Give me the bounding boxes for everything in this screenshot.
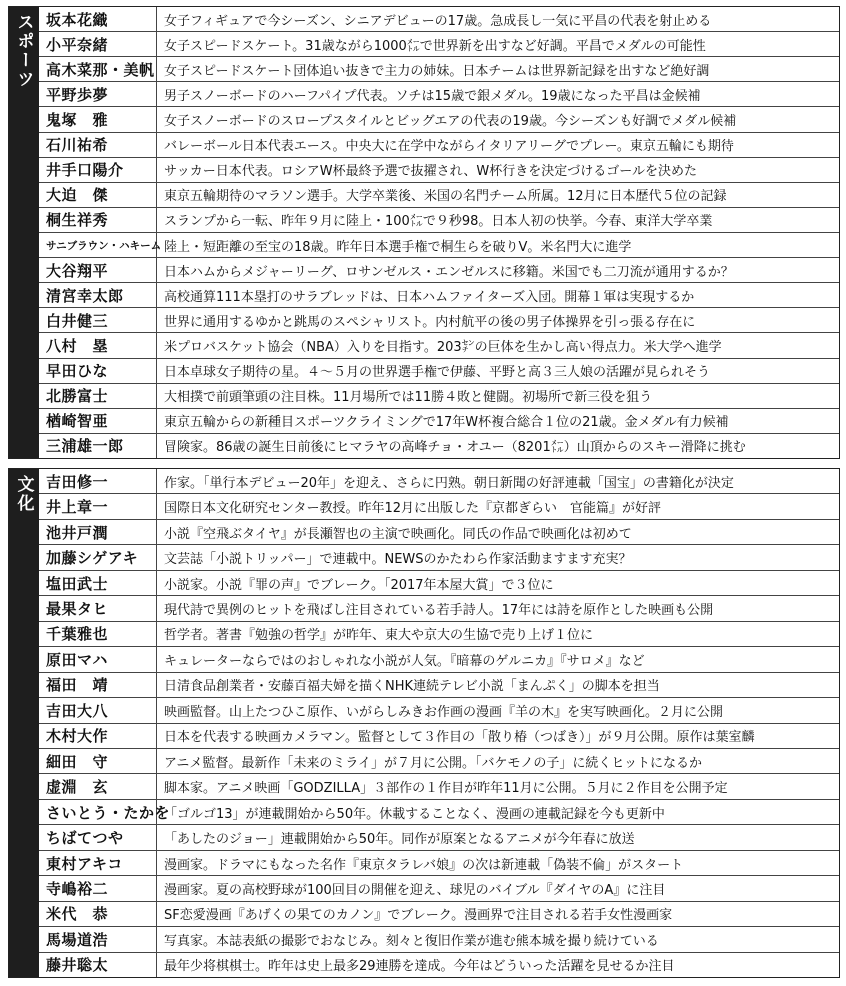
person-description: 映画監督。山上たつひこ原作、いがらしみきお作画の漫画『羊の木』を実写映画化。２月に公開 — [164, 704, 724, 720]
person-description: 米プロバスケット協会（NBA）入りを目指す。203㌢の巨体を生かし高い得点力。米大学へ進学 — [164, 339, 722, 355]
person-name: 東村アキコ — [39, 851, 157, 875]
person-description: 冒険家。86歳の誕生日前後にヒマラヤの高峰チョ・オユー（8201㍍）山頂からのスキー滑降に挑む — [164, 440, 746, 456]
person-description: 最年少将棋棋士。昨年は史上最多29連勝を達成。今年はどういった活躍を見せるか注目 — [164, 959, 675, 975]
table-row — [39, 82, 839, 107]
person-description: 男子スノーボードのハーフパイプ代表。ソチは15歳で銀メダル。19歳になった平昌は金候補 — [164, 88, 701, 104]
table-row — [39, 622, 839, 647]
table-row — [39, 158, 839, 183]
person-name: 楢崎智亜 — [39, 409, 157, 433]
section-label-bar — [9, 469, 39, 977]
person-description: 女子スピードスケート団体追い抜きで主力の姉妹。日本チームは世界新記録を出すなど絶好調 — [164, 63, 710, 79]
person-description: 女子スピードスケート。31歳ながら1000㍍で世界新を出すなど好調。平昌でメダルの可能性 — [164, 38, 706, 54]
person-description: 高校通算111本塁打のサラブレッドは、日本ハムファイターズ入団。開幕１軍は実現するか — [164, 289, 695, 305]
person-description: 東京五輪からの新種目スポーツクライミングで17年W杯複合総合１位の21歳。金メダル有力候補 — [164, 415, 729, 431]
table-row — [39, 32, 839, 57]
person-name: 吉田大八 — [39, 698, 157, 722]
person-name: 藤井聡太 — [39, 953, 157, 977]
person-description: 陸上・短距離の至宝の18歳。昨年日本選手権で桐生らを破りV。米名門大に進学 — [164, 239, 632, 255]
table-row — [39, 434, 839, 458]
person-name: 最果タヒ — [39, 596, 157, 620]
person-description: 小説『空飛ぶタイヤ』が長瀬智也の主演で映画化。同氏の作品で映画化は初めて — [164, 526, 632, 542]
person-description: 大相撲で前頭筆頭の注目株。11月場所では11勝４敗と健闘。初場所で新三役を狙う — [164, 390, 653, 406]
person-name: サニブラウン・ハキーム — [39, 233, 157, 257]
person-name: 木村大作 — [39, 724, 157, 748]
person-name: 塩田武士 — [39, 571, 157, 595]
table-row — [39, 698, 839, 723]
person-name: 高木菜那・美帆 — [39, 57, 157, 81]
person-name: 原田マハ — [39, 647, 157, 671]
table-row — [39, 359, 839, 384]
person-name: 吉田修一 — [39, 469, 157, 493]
person-name: 坂本花織 — [39, 7, 157, 31]
person-name: 白井健三 — [39, 308, 157, 332]
person-name: 八村 塁 — [39, 333, 157, 357]
person-description: 日本ハムからメジャーリーグ、ロサンゼルス・エンゼルスに移籍。米国でも二刀流が通用するか？ — [164, 264, 734, 280]
person-name: 虚淵 玄 — [39, 774, 157, 798]
culture-table — [39, 469, 839, 977]
table-row — [39, 825, 839, 850]
person-description: バレーボール日本代表エース。中央大に在学中ながらイタリアリーグでプレー。東京五輪にも期待 — [164, 139, 734, 155]
section-label: 文化 — [13, 475, 34, 513]
sports-section — [8, 6, 840, 459]
person-name: さいとう・たかを — [39, 800, 157, 824]
person-description: スランプから一転、昨年９月に陸上・100㍍で９秒98。日本人初の快挙。今春、東洋大学卒業 — [164, 214, 713, 230]
person-name: 小平奈緒 — [39, 32, 157, 56]
table-row — [39, 673, 839, 698]
person-name: 福田 靖 — [39, 673, 157, 697]
person-description: 作家。「単行本デビュー20年」を迎え、さらに円熟。朝日新聞の好評連載「国宝」の書籍化が決定 — [164, 475, 734, 491]
person-description: 脚本家。アニメ映画「GODZILLA」３部作の１作目が昨年11月に公開。５月に２作目を公開予定 — [164, 781, 728, 797]
table-row — [39, 258, 839, 283]
person-name: 井手口陽介 — [39, 158, 157, 182]
person-name: 加藤シゲアキ — [39, 545, 157, 569]
table-row — [39, 494, 839, 519]
table-row — [39, 7, 839, 32]
table-row — [39, 647, 839, 672]
person-name: 鬼塚 雅 — [39, 107, 157, 131]
table-row — [39, 520, 839, 545]
person-name: 三浦雄一郎 — [39, 434, 157, 458]
person-description: 文芸誌「小説トリッパー」で連載中。NEWSのかたわら作家活動ますます充実？ — [164, 552, 632, 568]
person-name: 石川祐希 — [39, 133, 157, 157]
person-name: 大迫 傑 — [39, 183, 157, 207]
table-row — [39, 545, 839, 570]
person-name: 早田ひな — [39, 359, 157, 383]
table-row — [39, 927, 839, 952]
person-description: 哲学者。著書『勉強の哲学』が昨年、東大や京大の生協で売り上げ１位に — [164, 628, 594, 644]
table-row — [39, 469, 839, 494]
person-description: アニメ監督。最新作「未来のミライ」が７月に公開。「バケモノの子」に続くヒットになるか — [164, 755, 702, 771]
table-row — [39, 308, 839, 333]
person-name: 北勝富士 — [39, 384, 157, 408]
person-description: 「あしたのジョー」連載開始から50年。同作が原案となるアニメが今年春に放送 — [164, 832, 635, 848]
person-name: 清宮幸太郎 — [39, 283, 157, 307]
person-name: 大谷翔平 — [39, 258, 157, 282]
person-name: 馬場道浩 — [39, 927, 157, 951]
person-description: 世界に通用するゆかと跳馬のスペシャリスト。内村航平の後の男子体操界を引っ張る存在に — [164, 314, 696, 330]
table-row — [39, 384, 839, 409]
table-row — [39, 133, 839, 158]
person-description: 現代詩で異例のヒットを飛ばし注目されている若手詩人。17年には詩を原作とした映画も公開 — [164, 602, 714, 618]
table-row — [39, 57, 839, 82]
person-name: 井上章一 — [39, 494, 157, 518]
table-row — [39, 902, 839, 927]
table-row — [39, 774, 839, 799]
person-description: 女子フィギュアで今シーズン、シニアデビューの17歳。急成長し一気に平昌の代表を射止める — [164, 13, 712, 29]
person-description: 写真家。本誌表紙の撮影でおなじみ。刻々と復旧作業が進む熊本城を撮り続けている — [164, 933, 659, 949]
table-row — [39, 724, 839, 749]
table-row — [39, 800, 839, 825]
table-row — [39, 283, 839, 308]
person-description: キュレーターならではのおしゃれな小説が人気。『暗幕のゲルニカ』『サロメ』など — [164, 653, 645, 669]
table-row — [39, 953, 839, 977]
person-name: ちばてつや — [39, 825, 157, 849]
person-description: 漫画家。夏の高校野球が100回目の開催を迎え、球児のバイブル『ダイヤのA』に注目 — [164, 882, 666, 898]
table-row — [39, 596, 839, 621]
table-row — [39, 851, 839, 876]
person-description: SF恋愛漫画『あげくの果てのカノン』でブレーク。漫画界で注目される若手女性漫画家 — [164, 908, 673, 924]
section-label-bar — [9, 7, 39, 458]
culture-section — [8, 468, 840, 978]
person-description: 日本卓球女子期待の星。４～５月の世界選手権で伊藤、平野と高３三人娘の活躍が見られそう — [164, 365, 711, 381]
table-row — [39, 333, 839, 358]
person-name: 平野歩夢 — [39, 82, 157, 106]
table-row — [39, 571, 839, 596]
table-row — [39, 107, 839, 132]
person-description: 日清食品創業者・安藤百福夫婦を描くNHK連続テレビ小説「まんぷく」の脚本を担当 — [164, 679, 660, 695]
sports-table — [39, 7, 839, 458]
table-row — [39, 208, 839, 233]
person-description: 漫画家。ドラマにもなった名作『東京タラレバ娘』の次は新連載「偽装不倫」がスタート — [164, 857, 684, 873]
table-row — [39, 183, 839, 208]
person-name: 米代 恭 — [39, 902, 157, 926]
person-name: 寺嶋裕二 — [39, 876, 157, 900]
person-description: サッカー日本代表。ロシアW杯最終予選で抜擢され、W杯行きを決定づけるゴールを決めた — [164, 164, 697, 180]
person-name: 千葉雅也 — [39, 622, 157, 646]
person-description: 東京五輪期待のマラソン選手。大学卒業後、米国の名門チーム所属。12月に日本歴代５位の記録 — [164, 189, 727, 205]
person-name: 細田 守 — [39, 749, 157, 773]
person-description: 国際日本文化研究センター教授。昨年12月に出版した『京都ぎらい 官能篇』が好評 — [164, 501, 662, 517]
person-name: 桐生祥秀 — [39, 208, 157, 232]
person-description: 女子スノーボードのスロープスタイルとビッグエアの代表の19歳。今シーズンも好調でメダル候補 — [164, 113, 737, 129]
person-name: 池井戸潤 — [39, 520, 157, 544]
table-row — [39, 749, 839, 774]
table-row — [39, 409, 839, 434]
person-description: 日本を代表する映画カメラマン。監督として３作目の「散り椿（つばき）」が９月公開。原作は葉室麟 — [164, 730, 755, 746]
table-row — [39, 876, 839, 901]
person-description: 「ゴルゴ13」が連載開始から50年。休載することなく、漫画の連載記録を今も更新中 — [164, 806, 665, 822]
table-row — [39, 233, 839, 258]
section-label: スポーツ — [13, 13, 34, 89]
person-description: 小説家。小説『罪の声』でブレーク。「2017年本屋大賞」で３位に — [164, 577, 554, 593]
